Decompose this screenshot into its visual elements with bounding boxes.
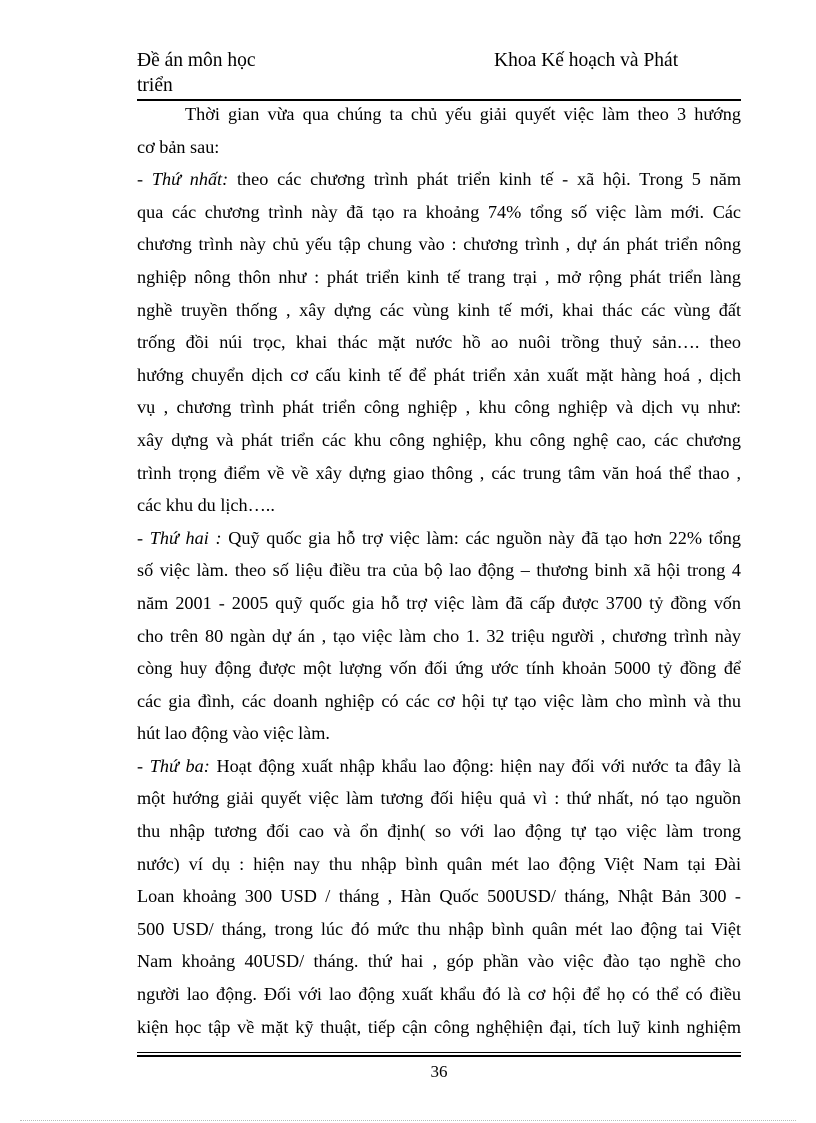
footer-divider-thin	[137, 1052, 741, 1053]
header-course-title: Đề án môn học	[137, 50, 256, 71]
header-faculty-continued: triển	[137, 75, 173, 96]
text-line: thu nhập tương đối cao và ổn định( so với lao động tự tạo việc làm trong	[137, 821, 741, 842]
item-label-second: Thứ hai :	[149, 527, 222, 548]
text-line: số việc làm. theo số liệu điều tra của bộ lao động – thương binh xã hội trong 4	[137, 560, 741, 581]
page-number: 36	[430, 1062, 448, 1081]
text-line: trình trọng điểm về về xây dựng giao thông , các trung tâm văn hoá thể thao ,	[137, 462, 741, 483]
text-line: xây dựng và phát triển các khu công nghiệp, khu công nghệ cao, các chương	[137, 429, 741, 450]
text-line: các gia đình, các doanh nghiệp có các cơ hội tự tạo việc làm cho mình và thu	[137, 690, 741, 711]
text-line: năm 2001 - 2005 quỹ quốc gia hỗ trợ việc làm đã cấp được 3700 tỷ đồng vốn	[137, 592, 741, 613]
body-text	[137, 98, 741, 1043]
text-line	[137, 163, 741, 196]
text-line: cho trên 80 ngàn dự án , tạo việc làm cho 1. 32 triệu người , chương trình này	[137, 625, 741, 646]
text-line: nước) ví dụ : hiện nay thu nhập bình quân mét lao động Việt Nam tại Đài	[137, 853, 741, 874]
page-edge	[20, 1120, 796, 1121]
text-line	[137, 522, 741, 555]
text-line: chương trình này chủ yếu tập chung vào : chương trình , dự án phát triển nông	[137, 234, 741, 255]
text-line: qua các chương trình này đã tạo ra khoảng 74% tổng số việc làm mới. Các	[137, 201, 741, 222]
text-span: Quỹ quốc gia hỗ trợ việc làm: các nguồn này đã tạo hơn 22% tổng	[228, 527, 741, 548]
text-line: người lao động. Đối với lao động xuất khẩu đó là cơ hội để họ có thể có điều	[137, 984, 741, 1005]
text-line: vụ , chương trình phát triển công nghiệp , khu công nghiệp và dịch vụ như:	[137, 397, 741, 418]
text-line: nghề truyền thống , xây dựng các vùng kinh tế mới, khai thác các vùng đất	[137, 299, 741, 320]
item-label-first: Thứ nhất:	[151, 169, 229, 190]
header-faculty: Khoa Kế hoạch và Phát	[494, 50, 679, 71]
text-span: Hoạt động xuất nhập khẩu lao động: hiện nay đối với nước ta đây là	[216, 755, 741, 776]
list-dash: -	[137, 169, 152, 190]
item-label-third: Thứ ba:	[149, 755, 210, 776]
text-line: Thời gian vừa qua chúng ta chủ yếu giải quyết việc làm theo 3 hướng	[185, 104, 741, 124]
page-header	[137, 48, 741, 100]
text-line: trống đồi núi trọc, khai thác mặt nước hồ ao nuôi trồng thuỷ sản…. theo	[137, 332, 741, 353]
text-line: hướng chuyển dịch cơ cấu kinh tế để phát triển xản xuất mặt hàng hoá , dịch	[137, 364, 741, 385]
text-line: kiện học tập về mặt kỹ thuật, tiếp cận công nghệhiện đại, tích luỹ kinh nghiệm	[137, 1016, 741, 1037]
text-line: nghiệp nông thôn như : phát triển kinh tế trang trại , mở rộng phát triển làng	[137, 266, 741, 287]
text-line: Loan khoảng 300 USD / tháng , Hàn Quốc 500USD/ tháng, Nhật Bản 300 -	[137, 886, 741, 907]
text-line: hút lao động vào việc làm.	[137, 723, 330, 744]
list-dash: -	[137, 755, 150, 776]
text-span: theo các chương trình phát triển kinh tế - xã hội. Trong 5 năm	[236, 169, 741, 190]
text-line: các khu du lịch…..	[137, 495, 275, 516]
text-line: một hướng giải quyết việc làm tương đối hiệu quả vì : thứ nhất, nó tạo nguồn	[137, 788, 741, 809]
text-line	[137, 750, 741, 783]
text-line: 500 USD/ tháng, trong lúc đó mức thu nhập bình quân mét lao động tai Việt	[137, 918, 741, 939]
text-line: Nam khoảng 40USD/ tháng. thứ hai , góp phần vào việc đào tạo nghề cho	[137, 951, 741, 972]
text-line: còng huy động được một lượng vốn đối ứng ước tính khoản 5000 tỷ đồng để	[137, 658, 741, 679]
list-dash: -	[137, 527, 150, 548]
footer-divider-thick	[137, 1055, 741, 1057]
text-line: cơ bản sau:	[137, 136, 220, 157]
